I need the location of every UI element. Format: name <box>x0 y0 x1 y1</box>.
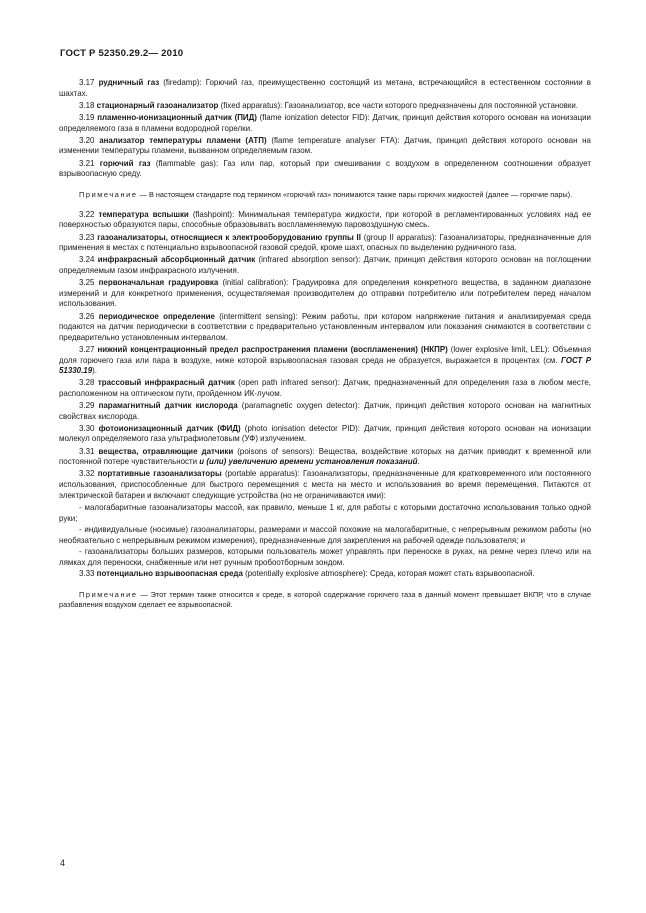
definition-english: (flame temperature analyser FTA): <box>266 135 405 145</box>
definition-term: первоначальная градуировка <box>98 278 219 288</box>
definition-english: (firedamp): <box>159 78 206 87</box>
definition-english: (infrared absorption sensor): <box>255 255 364 265</box>
note-label: Примечание <box>79 189 138 199</box>
definition-english: (photo ionisation detector PID): <box>240 423 365 433</box>
definition-term: газоанализаторы, относящиеся к электрооборудованию группы II <box>97 232 361 242</box>
amended-text: и (или) увеличению времени установления показаний <box>199 457 418 467</box>
definition-english: (lower explosive limit, LEL): <box>447 344 553 354</box>
definition-3-29 <box>59 401 591 422</box>
definition-english: (paramagnetic oxygen detector): <box>237 401 365 411</box>
definition-text: Газоанализаторы, предназначенные для применения в местах с потенциально взрывоопасной газовой средой, кроме шахт, опасных по выделению рудничного газа. <box>59 232 591 253</box>
definition-english: (fixed apparatus): <box>218 100 285 110</box>
definition-3-22 <box>59 210 591 231</box>
definition-term: трассовый инфракрасный датчик <box>97 378 235 388</box>
definition-english: (group II apparatus): <box>360 232 440 242</box>
definitions-body <box>59 78 591 620</box>
definition-number: 3.17 <box>79 78 95 87</box>
definition-number: 3.19 <box>79 112 95 122</box>
definition-english: (potentially explosive atmosphere): <box>242 569 370 579</box>
definition-text-end: ). <box>92 366 97 376</box>
definition-number: 3.23 <box>79 232 95 242</box>
definition-number: 3.20 <box>79 135 95 145</box>
definition-text: Вещества, воздействие которых на датчик приводит к временной или постоянной потере чувствительности <box>59 446 591 467</box>
definition-text: Градуировка для определения конкретного вещества, в заданном диапазоне измерений и для конкретного применения, осуществляемая производителем до отправки потребителю или потребителем перед началом использования. <box>59 278 591 309</box>
definition-text: Режим работы, при котором напряжение питания и анализируемая среда подаются на датчик периодически в соответствии с предварительно установленным интервалом или показания снимаются в соответствии с предварительно установленным интервалом. <box>59 311 591 342</box>
definition-text: Датчик, принцип действия которого основан на поглощении определяемым газом инфракрасного излучения. <box>59 255 591 275</box>
definition-3-20 <box>59 136 591 157</box>
definition-3-26 <box>59 312 591 344</box>
definition-english: (poisons of sensors): <box>233 446 319 456</box>
definition-english: (flammable gas): <box>150 158 224 168</box>
definition-number: 3.27 <box>79 344 95 354</box>
note-text: — В настоящем стандарте под термином «горючий газ» понимаются также пары горючих жидкостей (далее — горючие пары). <box>137 189 573 199</box>
note-label: Примечание <box>79 589 138 599</box>
definition-text: Газоанализаторы, предназначенные для кратковременного или постоянного использования, приспособленные для быстрого перемещения с места на место и использования во время перемещения. Питаются от электрической батареи и включают следующие устройства (но не ограничиваются ими): <box>59 469 591 500</box>
definition-term: горючий газ <box>99 158 151 168</box>
definition-english: (initial calibration): <box>218 278 293 288</box>
definition-english: (flashpoint): <box>188 209 239 219</box>
definition-text: Датчик, принцип действия которого основан на ионизации молекул определяемого газа ультрафиолетовым (УФ) излучением. <box>59 423 591 444</box>
note-flammable-gas <box>59 190 591 200</box>
definition-number: 3.30 <box>79 423 95 433</box>
list-item: - газоанализаторы больших размеров, которыми пользователь может управлять при переноске в руках, на ремне через плечо или на лямках для переноски, снабженные или нет ручным пробоотборным зондом. <box>59 547 591 567</box>
definition-number: 3.33 <box>79 569 95 579</box>
definition-3-24 <box>59 255 591 276</box>
definition-term: стационарный газоанализатор <box>96 100 219 110</box>
definition-term: анализатор температуры пламени (АТП) <box>99 135 267 145</box>
definition-3-28 <box>59 378 591 399</box>
list-item: - малогабаритные газоанализаторы массой, как правило, меньше 1 кг, для работы с которыми достаточно использования только одной руки; <box>59 503 591 523</box>
definition-text: Датчик, принцип действия которого основан на изменении температуры пламени, вызванном определяемым газом. <box>59 135 591 156</box>
definition-english: (portable apparatus): <box>221 469 303 479</box>
definition-number: 3.18 <box>79 100 95 110</box>
definition-english: (open path infrared sensor): <box>234 378 344 388</box>
definition-3-21 <box>59 159 591 180</box>
definition-number: 3.24 <box>79 255 95 265</box>
definition-3-23 <box>59 233 591 254</box>
definition-term: пламенно-ионизационный датчик (ПИД) <box>97 112 257 122</box>
standard-header: ГОСТ Р 52350.29.2— 2010 <box>60 48 184 59</box>
definition-text: Горючий газ, преимущественно состоящий из метана, встречающийся в естественном состоянии в шахтах. <box>59 78 591 98</box>
note-text: — Этот термин также относится к среде, в которой содержание горючего газа в данный момент превышает ВКПР, что в случае разбавления воздухом сделает ее взрывоопасной. <box>59 589 591 609</box>
definition-3-33 <box>59 569 591 580</box>
definition-number: 3.21 <box>79 158 95 168</box>
definition-term: потенциально взрывоопасная среда <box>96 569 243 579</box>
definition-number: 3.32 <box>79 469 95 479</box>
definition-text: Объемная доля горючего газа или пара в воздухе, ниже которой взрывоопасная газовая среда не образуется, выражается в процентах (см. <box>59 344 591 365</box>
page-number: 4 <box>60 858 66 868</box>
list-item: - индивидуальные (носимые) газоанализаторы, размерами и массой похожие на малогабаритные, с непрерывным режимом работы (но необязательно с непрерывным режимом измерения), предназначенные для закрепления на рабочей одежде пользователя; и <box>59 525 591 545</box>
definition-text: Минимальная температура жидкости, при которой в регламентированных условиях над ее поверхностью образуются пары, способные образовывать воспламеняемую паровоздушную смесь. <box>59 209 591 230</box>
definition-number: 3.25 <box>79 278 95 288</box>
definition-text: Газ или пар, который при смешивании с воздухом в определенном соотношении образует взрывоопасную среду. <box>59 158 591 179</box>
definition-3-17 <box>59 78 591 99</box>
definition-term: инфракрасный абсорбционный датчик <box>97 255 256 265</box>
note-explosive-atmosphere <box>59 590 591 610</box>
definition-number: 3.31 <box>79 446 95 456</box>
definition-3-31 <box>59 447 591 468</box>
definition-3-25 <box>59 278 591 310</box>
definition-number: 3.28 <box>79 378 95 388</box>
definition-term: периодическое определение <box>98 311 215 321</box>
definition-3-27 <box>59 345 591 377</box>
definition-text: Датчик, принцип действия которого основан на ионизации определяемого газа в пламени водородной горелки. <box>59 112 591 133</box>
definition-text: Газоанализатор, все части которого предназначены для постоянной установки. <box>284 100 578 110</box>
definition-text-end: . <box>417 457 420 467</box>
definition-term: вещества, отравляющие датчики <box>98 446 234 456</box>
definition-number: 3.29 <box>79 401 95 411</box>
definition-term: рудничный газ <box>98 78 160 87</box>
definition-3-30 <box>59 424 591 445</box>
definition-term: нижний концентрационный предел распространения пламени (воспламенения) (НКПР) <box>97 344 448 354</box>
definition-number: 3.26 <box>79 311 95 321</box>
definition-number: 3.22 <box>79 209 95 219</box>
definition-text: Датчик, принцип действия которого основан на магнитных свойствах кислорода. <box>59 401 591 421</box>
definition-text: Датчик, предназначенный для определения газа в любом месте, расположенном на оптическом пути, пройденном ИК-лучом. <box>59 378 591 398</box>
definition-term: парамагнитный датчик кислорода <box>98 401 238 411</box>
definition-english: (flame ionization detector FID): <box>256 112 373 122</box>
definition-term: температура вспышки <box>98 209 189 219</box>
definition-3-19 <box>59 113 591 134</box>
definition-english: (intermittent sensing): <box>214 311 302 321</box>
definition-term: портативные газоанализаторы <box>97 469 222 479</box>
standard-reference: ГОСТ Р 51330.19 <box>59 355 591 376</box>
definition-term: фотоионизационный датчик (ФИД) <box>98 423 241 433</box>
definition-3-32 <box>59 469 591 501</box>
definition-3-18 <box>59 101 591 112</box>
definition-text: Среда, которая может стать взрывоопасной. <box>369 569 535 579</box>
